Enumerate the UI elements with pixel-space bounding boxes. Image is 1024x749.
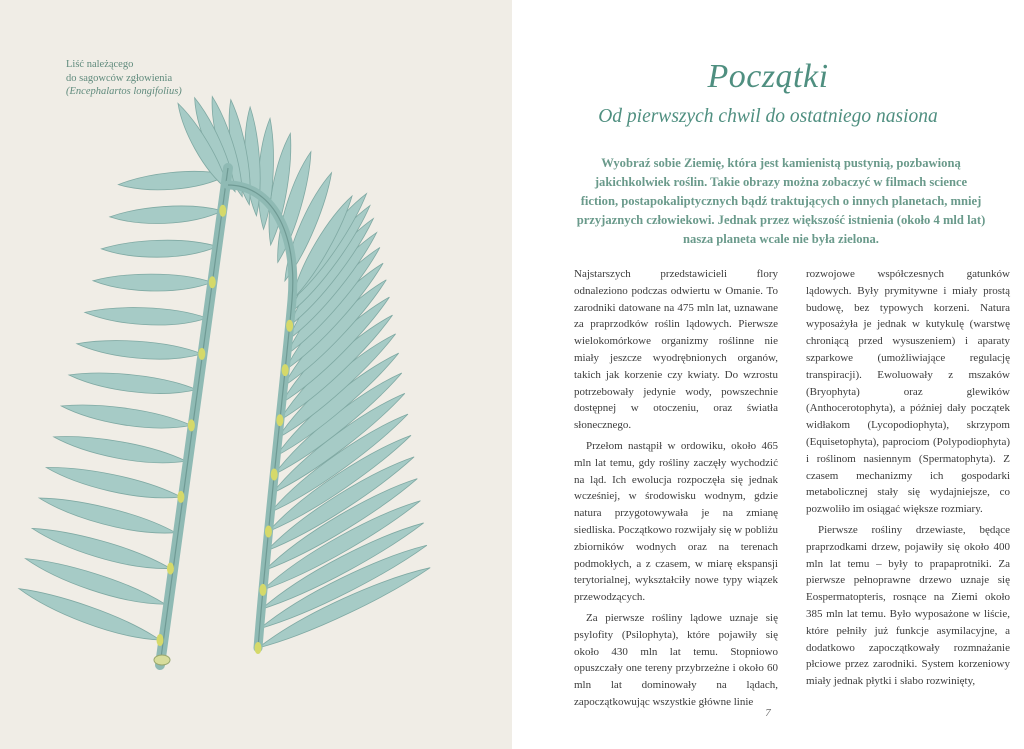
- right-page: [512, 0, 1024, 749]
- paragraph: Najstarszych przedstawicieli flory odnaleziono podczas odwiertu w Omanie. To zarodniki datowane na 475 mln lat, uznawane za praprzodków roślin lądowych. Pierwsze wielokomórkowe organizmy roślinne nie miały jeszcze wyodrębnionych organów, takich jak korzenie czy kwiaty. Do wzrostu potrzebowały jedynie wody, powszechnie dostępnej w otoczeniu, oraz światła słonecznego.: [574, 268, 778, 432]
- stem-node: [259, 584, 266, 596]
- stem-node: [219, 205, 226, 217]
- caption-latin-name: (Encephalartos longifolius): [66, 86, 182, 97]
- caption-line-2: do sagowców zgłowienia: [66, 72, 173, 84]
- illustration-caption: [66, 58, 182, 99]
- stem-node: [265, 526, 272, 538]
- body-text: [574, 266, 1010, 711]
- stem-node: [188, 419, 195, 431]
- caption-line-1: Liść należącego: [66, 59, 134, 70]
- leaflet: [93, 273, 212, 291]
- stem-node: [209, 276, 216, 288]
- leaflet: [84, 305, 207, 328]
- text-column-1: [574, 266, 778, 711]
- stem-node: [157, 634, 164, 646]
- stem-node: [282, 364, 289, 376]
- paragraph: Za pierwsze rośliny lądowe uznaje się psylofity (Psilophyta), które pojawiły się około 430 mln lat temu. Stopniowo opuszczały one tereny przybrzeżne i około 60 mln lat dominowały na lądach, zapoczątkowując wszystkie główne linie: [574, 611, 778, 708]
- text-column-2: [806, 266, 1010, 711]
- leaflet: [101, 239, 217, 258]
- leaflet: [68, 368, 198, 399]
- paragraph: Przełom nastąpił w ordowiku, około 465 mln lat temu, gdy rośliny zaczęły wychodzić na ląd. Ich ewolucja rozpoczęła się jednak wcześniej, w środowisku wodnym, gdzie natura przygotowywała je na zmianę siedliska. Początkowo rozwijały się w pobliżu zbiorników wodnych oraz na terenach podmokłych, a z czasem, w miarę ekspansji terytorialnej, wykształciły nowe typy wiązek przewodzących.: [574, 439, 778, 604]
- paragraph: Pierwsze rośliny drzewiaste, będące praprzodkami drzew, pojawiły się około 400 mln lat temu – były to prapaprotniki. Za pierwsze pełnoprawne drzewo uznaje się Eospermatopteris, rosnące na Ziemi około 385 mln lat temu. Było wyposażone w liście, które pełniły już funkcje asymilacyjne, a dodatkowo zapoczątkowały rozmnażanie płciowe przez zarodniki. System korzeniowy miały jednak płytki i słabo rozwinięty,: [806, 523, 1010, 688]
- leaflet: [44, 460, 182, 506]
- stem-node: [276, 414, 283, 426]
- stem-node: [271, 468, 278, 480]
- stem-node: [255, 642, 262, 654]
- stem-node: [198, 348, 205, 360]
- chapter-subtitle: Od pierwszych chwil do ostatniego nasiona: [598, 106, 938, 127]
- stem-node: [177, 491, 184, 503]
- stem-node: [286, 320, 293, 332]
- paragraph: rozwojowe współczesnych gatunków lądowych. Były prymitywne i miały prostą budowę, bez typowych korzeni. Natura wyposażyła je jednak w kutykulę (warstwę chroniącą przed wysuszeniem) i aparaty szparkowe (umożliwiające regulację transpiracji). Ewoluowały z mszaków (Bryophyta) oraz glewików (Anthocerotophyta), a później dały początek widłakom (Lycopodiophyta), skrzypom (Equisetophyta), paprociom (Polypodiophyta) i roślinom nasiennym (Spermatophyta). Z czasem mechanizmy ich gospodarki metabolicznej stały się wydajniejsze, co pozwoliło im osiągać większe rozmiary.: [806, 268, 1010, 516]
- leaflet: [52, 430, 187, 471]
- chapter-title: Początki: [707, 58, 829, 95]
- leaflet: [76, 336, 202, 363]
- stem-node: [167, 562, 174, 574]
- leaflet: [109, 203, 223, 226]
- page-number: 7: [765, 707, 771, 719]
- leaflet: [60, 399, 193, 435]
- lead-paragraph: Wyobraź sobie Ziemię, która jest kamienistą pustynią, pozbawioną jakichkolwiek roślin. Takie obrazy można zobaczyć w filmach science fiction, postapokaliptycznych bądź traktujących o innych planetach, mniej przyjaznych człowiekowi. Jednak przez większość istnienia (około 4 mld lat) nasza planeta wcale nie była zielona.: [576, 156, 986, 246]
